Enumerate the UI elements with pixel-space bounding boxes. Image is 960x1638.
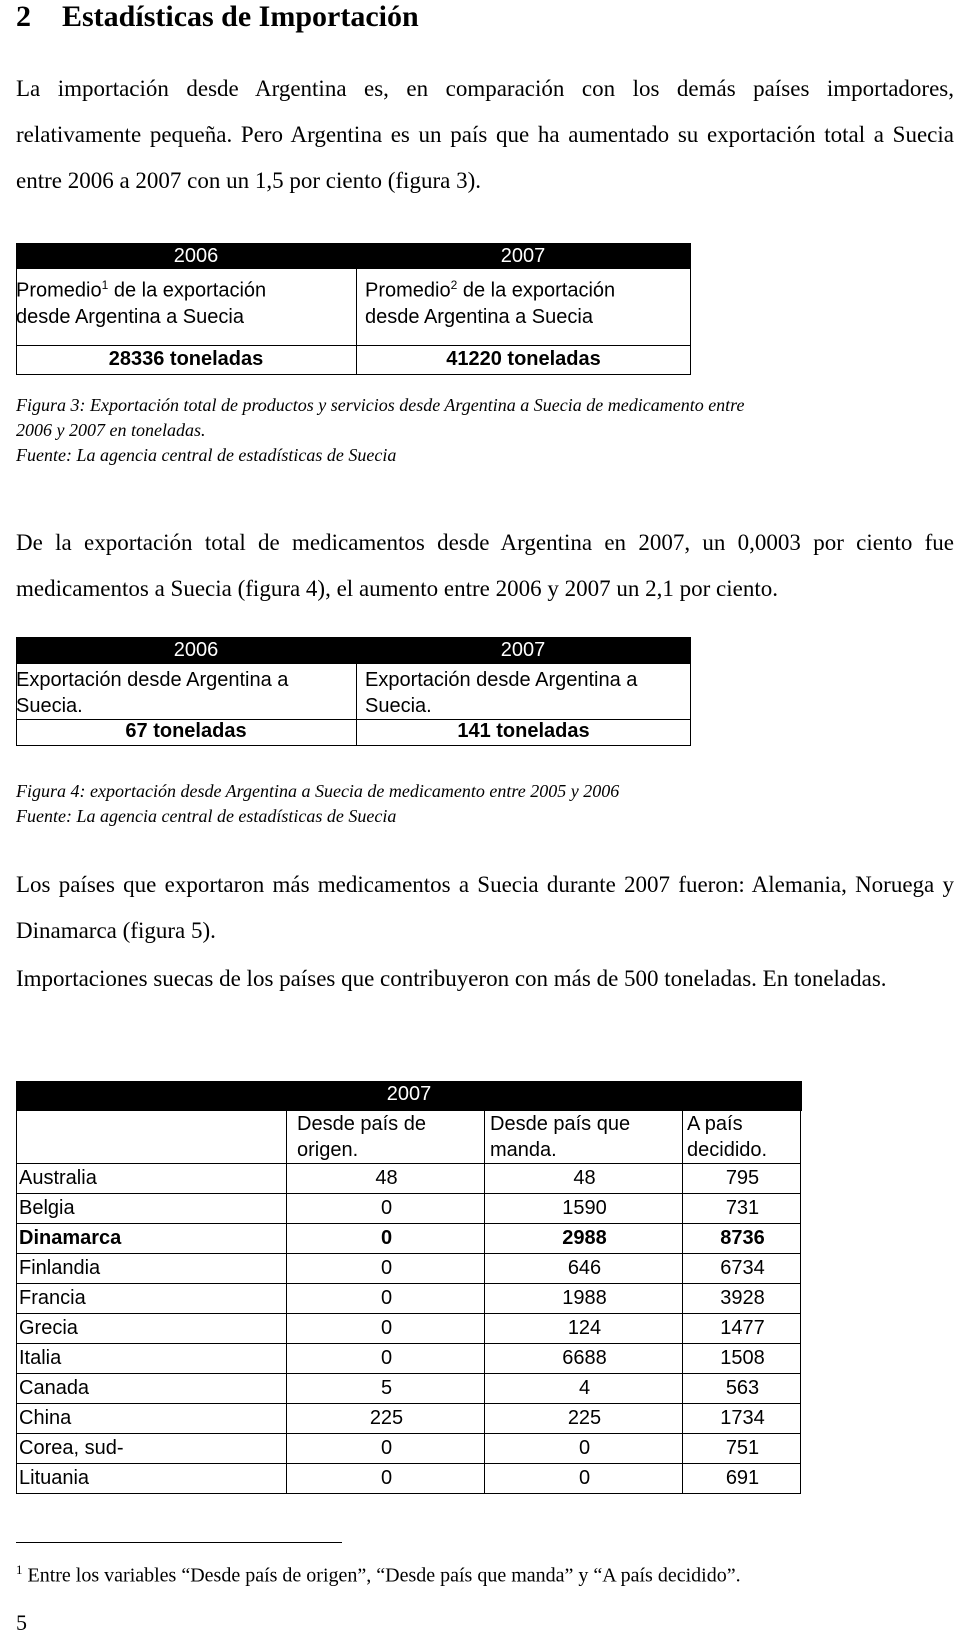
- table-header-decided: A país decidido.: [683, 1110, 801, 1163]
- table-cell-origin: 0: [287, 1193, 485, 1223]
- figure-4-caption: Figura 4: exportación desde Argentina a Suecia de medicamento entre 2005 y 2006 Fuente: La agencia central de estadísticas de Suecia: [16, 779, 956, 829]
- figure-4-year-2006: 2006: [173, 639, 219, 661]
- table-cell-country: Corea, sud-: [17, 1433, 287, 1463]
- table-cell-origin: 5: [287, 1373, 485, 1403]
- table-cell-decided: 3928: [683, 1283, 801, 1313]
- table-cell-sent: 1988: [485, 1283, 683, 1313]
- table-cell-decided: 691: [683, 1463, 801, 1493]
- table-cell-decided: 563: [683, 1373, 801, 1403]
- figure-4-year-2007: 2007: [500, 639, 546, 661]
- table-row: [17, 1193, 801, 1223]
- table-cell-origin: 0: [287, 1343, 485, 1373]
- table-row: [17, 1253, 801, 1283]
- figure-3-year-2007: 2007: [500, 245, 546, 267]
- table-cell-decided: 751: [683, 1433, 801, 1463]
- table-row: [17, 1343, 801, 1373]
- table-cell-origin: 225: [287, 1403, 485, 1433]
- table-row: [17, 1313, 801, 1343]
- table-cell-decided: 6734: [683, 1253, 801, 1283]
- table-row: [17, 1163, 801, 1193]
- table-cell-origin: 0: [287, 1313, 485, 1343]
- footnote: [16, 1562, 741, 1588]
- paragraph-medicamentos: De la exportación total de medicamentos desde Argentina en 2007, un 0,0003 por ciento fue medicamentos a Suecia (figura 4), el aumento entre 2006 y 2007 un 2,1 por ciento.: [16, 530, 954, 601]
- table-row: [17, 1373, 801, 1403]
- table-cell-country: Finlandia: [17, 1253, 287, 1283]
- footnote-separator: [16, 1542, 342, 1543]
- figure-3-caption: Figura 3: Exportación total de productos y servicios desde Argentina a Suecia de medicamento entre 2006 y 2007 en toneladas. Fuente: La agencia central de estadísticas de Suecia: [16, 393, 956, 468]
- table-cell-decided: 1477: [683, 1313, 801, 1343]
- table-cell-sent: 1590: [485, 1193, 683, 1223]
- table-cell-decided: 731: [683, 1193, 801, 1223]
- table-cell-origin: 48: [287, 1163, 485, 1193]
- figure-3-value-2007: 41220 toneladas: [446, 348, 601, 370]
- table-cell-sent: 225: [485, 1403, 683, 1433]
- table-row: [17, 1463, 801, 1493]
- table-cell-decided: 795: [683, 1163, 801, 1193]
- table-cell-sent: 0: [485, 1463, 683, 1493]
- page-number: 5: [16, 1610, 27, 1635]
- section-number: 2: [16, 0, 31, 33]
- table-cell-country: Grecia: [17, 1313, 287, 1343]
- table-cell-sent: 48: [485, 1163, 683, 1193]
- table-row: [17, 1223, 801, 1253]
- table-cell-decided: 1508: [683, 1343, 801, 1373]
- table-cell-sent: 6688: [485, 1343, 683, 1373]
- table-cell-origin: 0: [287, 1253, 485, 1283]
- table-cell-decided: 1734: [683, 1403, 801, 1433]
- section-heading: [16, 0, 419, 34]
- figure-3-label-2006: Promedio$^1$ de la exportación desde Argentina a Suecia: [16, 278, 267, 328]
- table-row: [17, 1433, 801, 1463]
- section-title: Estadísticas de Importación: [62, 0, 419, 33]
- table-row: [17, 1403, 801, 1433]
- table-cell-country: Francia: [17, 1283, 287, 1313]
- table-year-bar: [16, 1081, 802, 1111]
- footnote-text: Entre los variables “Desde país de origen”, “Desde país que manda” y “A país decidido”.: [27, 1564, 741, 1587]
- table-cell-country: Belgia: [17, 1193, 287, 1223]
- import-table: [16, 1080, 801, 1494]
- table-cell-sent: 646: [485, 1253, 683, 1283]
- paragraph-importaciones: Importaciones suecas de los países que contribuyeron con más de 500 toneladas. En toneladas.: [16, 966, 887, 991]
- figure-3-label-2007: Promedio$^2$ de la exportación desde Argentina a Suecia: [365, 278, 616, 328]
- figure-3-source: Fuente: La agencia central de estadísticas de Suecia: [16, 445, 397, 465]
- table-cell-country: Canada: [17, 1373, 287, 1403]
- table-cell-sent: 4: [485, 1373, 683, 1403]
- figure-3-rule: [16, 345, 691, 346]
- figure-4-value-2007: 141 toneladas: [457, 720, 590, 742]
- table-cell-origin: 0: [287, 1283, 485, 1313]
- table-body: [17, 1163, 801, 1493]
- table-cell-country: Australia: [17, 1163, 287, 1193]
- paragraph-intro: La importación desde Argentina es, en comparación con los demás países importadores, relativamente pequeña. Pero Argentina es un país que ha aumentado su exportación total a Suecia entre 2006 a 2007 con un 1,5 por ciento (figura 3).: [16, 76, 954, 193]
- table-header-origin: Desde país de origen.: [287, 1110, 485, 1163]
- table-header-country: [17, 1110, 287, 1163]
- table-cell-origin: 0: [287, 1223, 485, 1253]
- table-cell-country: Italia: [17, 1343, 287, 1373]
- figure-4-label-2007: Exportación desde Argentina a Suecia.: [365, 669, 638, 717]
- table-cell-sent: 0: [485, 1433, 683, 1463]
- figure-3-value-2006: 28336 toneladas: [108, 348, 264, 370]
- table-cell-country: Lituania: [17, 1463, 287, 1493]
- table-cell-country: Dinamarca: [17, 1223, 287, 1253]
- table-cell-origin: 0: [287, 1433, 485, 1463]
- table-cell-decided: 8736: [683, 1223, 801, 1253]
- table-row: [17, 1283, 801, 1313]
- footnote-mark: 1: [16, 1562, 23, 1577]
- figure-4-label-2006: Exportación desde Argentina a Suecia.: [16, 669, 289, 717]
- table-year: 2007: [386, 1083, 432, 1105]
- figure-4-value-2006: 67 toneladas: [125, 720, 247, 742]
- table-cell-sent: 2988: [485, 1223, 683, 1253]
- table-header-row: [17, 1110, 801, 1163]
- figure-4-source: Fuente: La agencia central de estadísticas de Suecia: [16, 806, 397, 826]
- table-cell-country: China: [17, 1403, 287, 1433]
- paragraph-paises: Los países que exportaron más medicamentos a Suecia durante 2007 fueron: Alemania, Noruega y Dinamarca (figura 5).: [16, 872, 954, 943]
- table-cell-origin: 0: [287, 1463, 485, 1493]
- table-cell-sent: 124: [485, 1313, 683, 1343]
- figure-3-year-2006: 2006: [173, 245, 219, 267]
- table-header-sent: Desde país que manda.: [485, 1110, 683, 1163]
